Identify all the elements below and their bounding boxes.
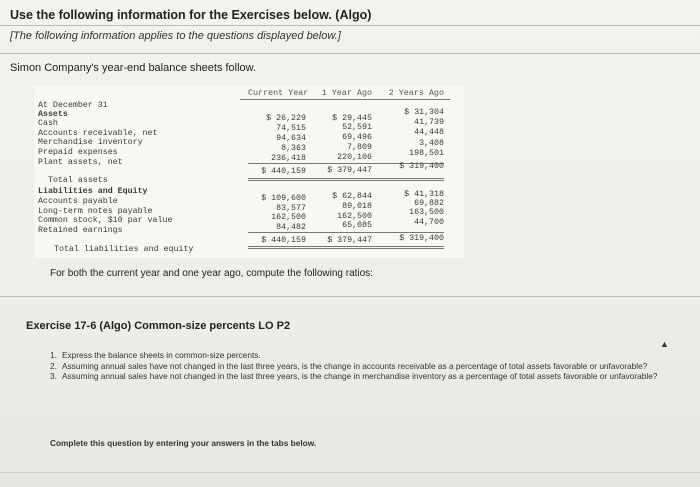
- divider: [0, 25, 700, 26]
- cell-value: 65,085: [342, 221, 372, 230]
- row-label: Accounts receivable, net: [38, 129, 158, 138]
- total-double-underline: [248, 248, 444, 249]
- item-text: Assuming annual sales have not changed in the last three years, is the change in merchandise inventory as a percentage of total assets favorable or unfavorable?: [62, 371, 658, 381]
- col-header-2-years: 2 Years Ago: [388, 88, 444, 98]
- item-number: 2.: [50, 360, 57, 371]
- row-label: Plant assets, net: [38, 158, 123, 167]
- cell-value: $ 41,318: [404, 190, 444, 199]
- cell-value: 83,577: [276, 204, 306, 213]
- cell-value: 74,515: [276, 124, 306, 133]
- instructions-heading: Use the following information for the Exercises below. (Algo): [10, 8, 372, 22]
- list-item: [50, 361, 690, 372]
- cell-value: $ 319,400: [399, 234, 444, 243]
- cell-value: $ 319,400: [399, 162, 444, 171]
- item-text: Express the balance sheets in common-size percents.: [62, 350, 261, 360]
- balance-sheet-table: [34, 86, 464, 258]
- cell-value: $ 440,159: [261, 167, 306, 176]
- col-header-1-year: 1 Year Ago: [321, 88, 372, 98]
- cell-value: 69,496: [342, 133, 372, 142]
- cell-value: 41,739: [414, 118, 444, 127]
- row-label: Cash: [38, 119, 58, 128]
- divider: [0, 53, 700, 54]
- cell-value: 8,363: [281, 144, 306, 153]
- col-header-current: Current Year: [248, 88, 309, 98]
- item-text: Assuming annual sales have not changed in the last three years, is the change in accounts receivable as a percentage of total assets favorable or unfavorable?: [62, 360, 648, 371]
- cell-value: 44,700: [414, 218, 444, 227]
- row-label: At December 31: [38, 101, 108, 110]
- cell-value: $ 26,229: [266, 114, 306, 123]
- complete-instruction: Complete this question by entering your answers in the tabs below.: [50, 438, 317, 448]
- cell-value: 163,500: [409, 208, 444, 217]
- cell-value: 236,418: [271, 154, 306, 163]
- cell-value: 69,882: [414, 199, 444, 208]
- mouse-cursor-icon: ▲: [660, 339, 669, 349]
- row-label: Liabilities and Equity: [38, 187, 148, 196]
- ratios-prompt: For both the current year and one year ago, compute the following ratios:: [50, 268, 373, 279]
- exercise-title: Exercise 17-6 (Algo) Common-size percents LO P2: [26, 320, 291, 332]
- cell-value: 162,500: [337, 212, 372, 221]
- cell-value: $ 109,600: [261, 194, 306, 203]
- cell-value: 89,018: [342, 202, 372, 211]
- question-list: [50, 350, 690, 382]
- total-double-underline: [248, 180, 444, 181]
- cell-value: 52,591: [342, 123, 372, 132]
- applies-note: [The following information applies to the questions displayed below.]: [10, 30, 341, 42]
- intro-text: Simon Company's year-end balance sheets follow.: [10, 62, 257, 74]
- cell-value: $ 31,304: [404, 108, 444, 117]
- row-label: Merchandise inventory: [38, 138, 143, 147]
- row-label: Assets: [38, 109, 68, 119]
- row-label: Prepaid expenses: [38, 148, 118, 157]
- row-label: Accounts payable: [38, 197, 118, 206]
- item-number: 3.: [50, 371, 57, 381]
- cell-value: 198,501: [409, 149, 444, 158]
- cell-value: 7,809: [347, 143, 372, 152]
- cell-value: 220,106: [337, 153, 372, 162]
- divider: [0, 472, 700, 473]
- cell-value: $ 62,844: [332, 192, 372, 201]
- cell-value: 162,500: [271, 213, 306, 222]
- cell-value: $ 379,447: [327, 236, 372, 245]
- row-label: Common stock, $10 par value: [38, 216, 173, 225]
- list-item: [50, 371, 690, 382]
- row-label: Long-term notes payable: [38, 207, 153, 216]
- cell-value: $ 440,159: [261, 236, 306, 245]
- list-item: [50, 350, 690, 361]
- cell-value: 44,448: [414, 128, 444, 137]
- cell-value: 94,634: [276, 134, 306, 143]
- subtotal-underline: [248, 232, 444, 233]
- divider: [0, 296, 700, 297]
- cell-value: 84,482: [276, 223, 306, 232]
- cell-value: 3,408: [419, 139, 444, 148]
- cell-value: $ 29,445: [332, 114, 372, 123]
- item-number: 1.: [50, 350, 57, 360]
- total-double-underline: [248, 178, 444, 179]
- total-double-underline: [248, 246, 444, 247]
- row-label: Retained earnings: [38, 226, 123, 235]
- row-label: Total liabilities and equity: [54, 245, 194, 254]
- row-label: Total assets: [48, 176, 108, 185]
- cell-value: $ 379,447: [327, 166, 372, 175]
- header-underline: [240, 99, 450, 100]
